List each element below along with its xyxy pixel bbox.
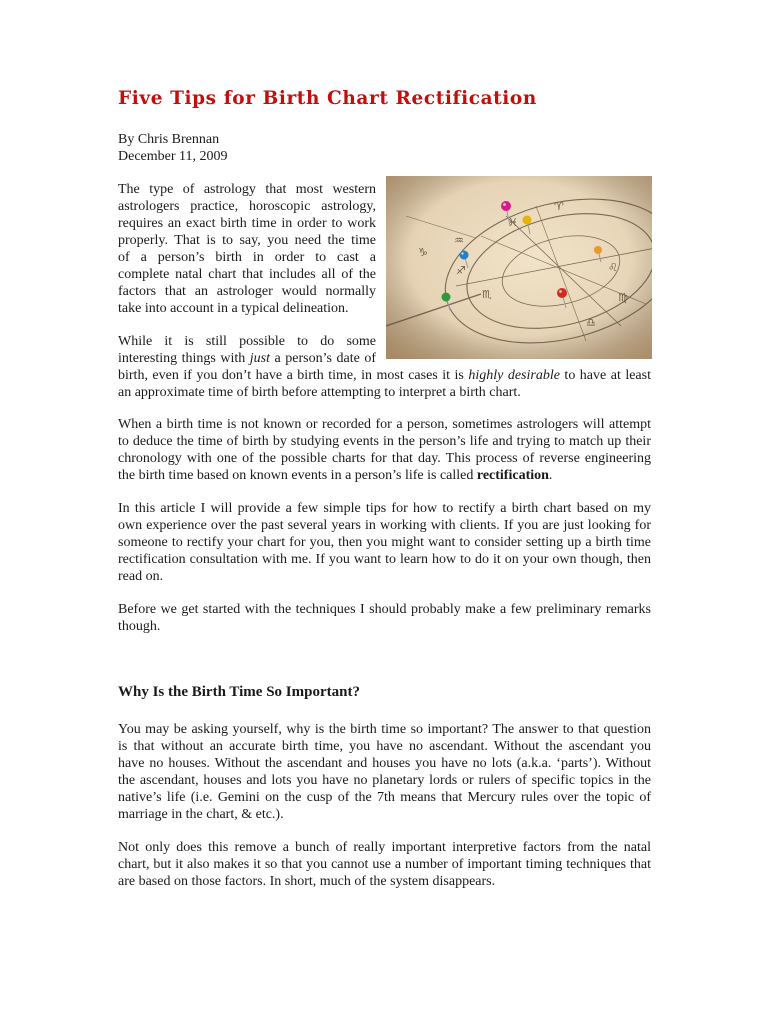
text-fragment: birth, even if you don’t have a birth time, in most cases it is xyxy=(118,368,469,383)
section-heading: Why Is the Birth Time So Important? xyxy=(118,684,360,700)
paragraph-intro xyxy=(118,181,376,317)
paragraph-article-intro xyxy=(118,500,651,585)
text-line: rectification consultation with me. If you want to learn how to do it on your own though, then xyxy=(118,552,651,567)
text-line: requires an exact birth time in order to work xyxy=(118,216,376,231)
text-line: complete natal chart that includes all of the xyxy=(118,267,376,282)
article-title: Five Tips for Birth Chart Rectification xyxy=(118,88,537,109)
date-line: December 11, 2009 xyxy=(118,149,228,164)
text-line: You may be asking yourself, why is the birth time so important? The answer to that question xyxy=(118,722,651,737)
paragraph-system-disappears xyxy=(118,839,651,890)
author-line: By Chris Brennan xyxy=(118,132,220,147)
emphasis-just: just xyxy=(249,351,271,366)
text-line: marriage in the chart, & etc.). xyxy=(118,807,284,822)
chart-photo-illustration xyxy=(386,176,652,359)
text-line: the ascendant, houses and lots you have no planetary lords or rulers of specific topics in the xyxy=(118,773,651,788)
text-line: read on. xyxy=(118,569,164,584)
text-line: take into account in a typical delineation. xyxy=(118,301,349,316)
text-fragment: the birth time based on known events in a person’s life is called xyxy=(118,468,477,483)
text-line: When a birth time is not known or recorded for a person, sometimes astrologers will attempt xyxy=(118,417,651,432)
paragraph-birth-time-importance xyxy=(118,721,651,823)
text-line: to deduce the time of birth by studying events in the person’s life and trying to match up their xyxy=(118,434,651,449)
text-line: of a person’s birth in order to cast a xyxy=(118,250,376,265)
paragraph-rectification-definition xyxy=(118,416,651,484)
text-line: are based on those factors. In short, much of the system disappears. xyxy=(118,874,496,889)
text-line: is that without an accurate birth time, you have no ascendant. Without the ascendant you xyxy=(118,739,651,754)
text-line: While it is still possible to do some xyxy=(118,334,376,349)
term-rectification: rectification xyxy=(476,468,549,483)
text-fragment: a person’s date of xyxy=(270,351,376,366)
text-line: Not only does this remove a bunch of really important interpretive factors from the natal xyxy=(118,840,651,855)
astrology-chart-photo xyxy=(386,176,652,359)
emphasis-highly-desirable: highly desirable xyxy=(468,368,560,383)
text-fragment: to have at least xyxy=(559,368,651,383)
text-line: In this article I will provide a few simple tips for how to rectify a birth chart based on my xyxy=(118,501,651,516)
text-line: though. xyxy=(118,619,161,634)
paragraph-preliminary-remarks xyxy=(118,601,651,635)
text-line: have no houses. Without the ascendant and houses you have no lots (a.k.a. ‘parts’). Without xyxy=(118,756,651,771)
text-line: Before we get started with the techniques I should probably make a few preliminary remarks xyxy=(118,602,651,617)
text-fragment: interesting things with xyxy=(118,351,250,366)
text-line: own experience over the past several years in working with clients. If you are just looking for xyxy=(118,518,651,533)
text-line: someone to rectify your chart for you, then you might want to consider setting up a birth time xyxy=(118,535,651,550)
text-line: chronology with one of the possible charts for that day. This process of reverse engineering xyxy=(118,451,651,466)
text-line: factors that an astrologer would normally xyxy=(118,284,376,299)
text-fragment: . xyxy=(548,468,553,483)
text-line: astrologers practice, horoscopic astrology, xyxy=(118,199,376,214)
text-line: The type of astrology that most western xyxy=(118,182,376,197)
text-line xyxy=(118,467,651,484)
photo-vignette xyxy=(386,176,652,359)
text-line: properly. That is to say, you need the time xyxy=(118,233,376,248)
text-line xyxy=(118,367,651,384)
text-line: chart, but it also makes it so that you cannot use a number of important timing techniques that xyxy=(118,857,651,872)
text-line xyxy=(118,350,376,367)
text-line: native’s life (i.e. Gemini on the cusp of the 7th means that Mercury rules over the topic of xyxy=(118,790,651,805)
text-line: an approximate time of birth before attempting to interpret a birth chart. xyxy=(118,385,521,400)
